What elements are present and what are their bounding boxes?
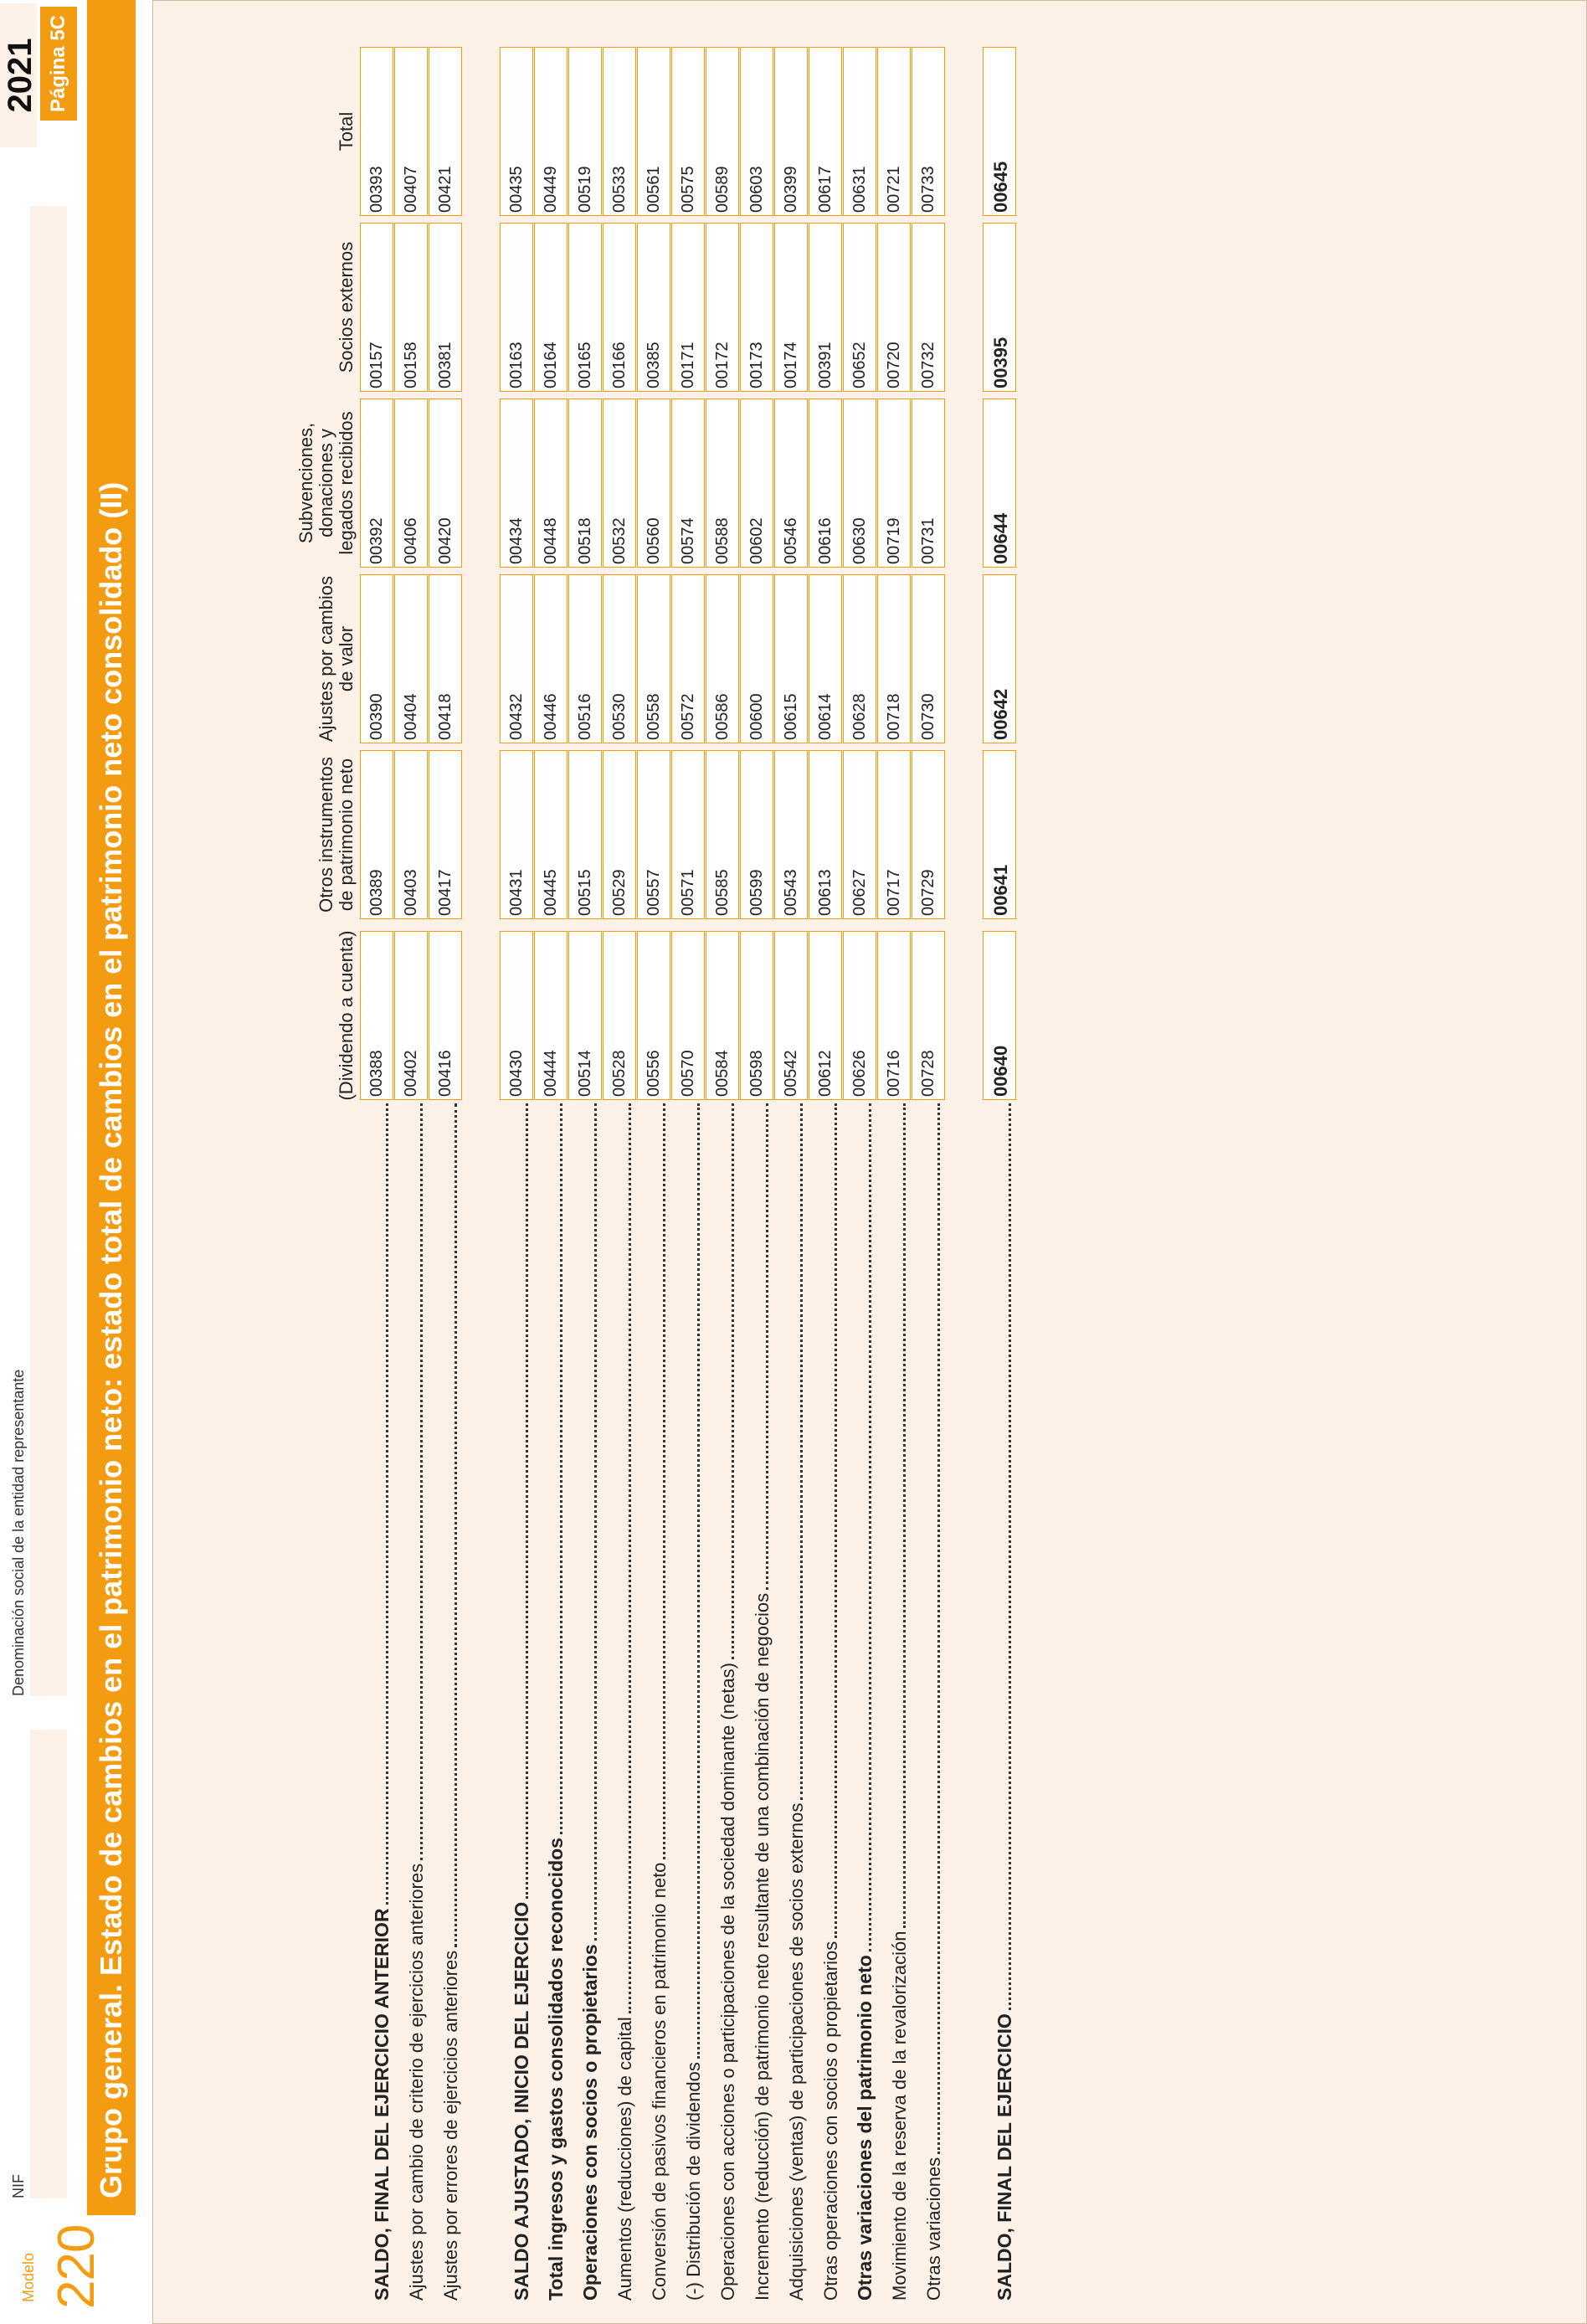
cell-code: 00640 xyxy=(990,1045,1011,1097)
cell-code: 00391 xyxy=(816,342,835,388)
value-cell[interactable] xyxy=(360,931,393,1100)
value-cell[interactable] xyxy=(877,750,911,919)
cell-code: 00157 xyxy=(367,342,386,388)
cell-code: 00388 xyxy=(367,1050,386,1097)
cell-code: 00532 xyxy=(610,517,629,564)
row-label-text: Aumentos (reducciones) de capital xyxy=(614,2017,635,2301)
cell-code: 00390 xyxy=(367,693,386,740)
value-cell[interactable] xyxy=(603,750,636,919)
cell-code: 00733 xyxy=(919,166,937,213)
cell-code: 00173 xyxy=(747,342,766,388)
cell-code: 00445 xyxy=(542,869,560,916)
value-cell[interactable] xyxy=(740,750,773,919)
row-label-text: Otras operaciones con socios o propietarios xyxy=(820,1941,841,2301)
cell-code: 00434 xyxy=(507,517,526,564)
cell-code: 00174 xyxy=(782,342,800,388)
value-cell[interactable] xyxy=(671,750,705,919)
row-label xyxy=(877,1103,911,2301)
cell-code: 00728 xyxy=(919,1050,937,1097)
row-label-text: SALDO AJUSTADO, INICIO DEL EJERCICIO xyxy=(511,1901,532,2301)
leader-dots xyxy=(937,1103,940,2154)
value-cell[interactable] xyxy=(877,574,911,743)
row-label xyxy=(912,1103,945,2301)
cell-code: 00729 xyxy=(919,869,937,916)
cell-code: 00585 xyxy=(713,869,732,916)
cell-code: 00518 xyxy=(576,517,594,564)
value-cell[interactable] xyxy=(983,223,1016,392)
value-cell[interactable] xyxy=(637,750,670,919)
value-cell[interactable] xyxy=(637,223,670,392)
value-cell[interactable] xyxy=(360,47,393,216)
value-cell[interactable] xyxy=(500,47,533,216)
value-cell[interactable] xyxy=(603,223,636,392)
value-cell[interactable] xyxy=(983,398,1016,568)
row-label xyxy=(568,1103,602,2301)
value-cell[interactable] xyxy=(983,574,1016,743)
value-cell[interactable] xyxy=(534,47,568,216)
year-label: 2021 xyxy=(2,38,39,113)
leader-dots xyxy=(732,1103,734,1659)
value-cell[interactable] xyxy=(843,398,876,568)
cell-code: 00395 xyxy=(990,337,1011,388)
value-cell[interactable] xyxy=(912,574,945,743)
value-cell[interactable] xyxy=(877,223,911,392)
value-cell[interactable] xyxy=(706,223,739,392)
value-cell[interactable] xyxy=(534,223,568,392)
value-cell[interactable] xyxy=(706,398,739,568)
value-cell[interactable] xyxy=(877,47,911,216)
value-cell[interactable] xyxy=(637,47,670,216)
cell-code: 00389 xyxy=(367,869,386,916)
cell-code: 00406 xyxy=(402,517,420,564)
cell-code: 00574 xyxy=(679,517,697,564)
cell-code: 00166 xyxy=(610,342,629,388)
cell-code: 00732 xyxy=(919,342,937,388)
cell-code: 00399 xyxy=(782,166,800,213)
value-cell[interactable] xyxy=(603,47,636,216)
cell-code: 00516 xyxy=(576,693,594,740)
cell-code: 00717 xyxy=(885,869,903,916)
cell-code: 00589 xyxy=(713,166,732,213)
value-cell[interactable] xyxy=(740,47,773,216)
column-header: Ajustes por cambios de valor xyxy=(316,575,357,743)
row-label xyxy=(534,1103,568,2301)
cell-code: 00602 xyxy=(747,517,766,564)
value-cell[interactable] xyxy=(740,398,773,568)
cell-code: 00570 xyxy=(679,1050,697,1097)
value-cell[interactable] xyxy=(534,574,568,743)
nif-label: NIF xyxy=(10,2174,27,2198)
value-cell[interactable] xyxy=(809,574,842,743)
value-cell[interactable] xyxy=(843,574,876,743)
leader-dots xyxy=(835,1103,837,1938)
value-cell[interactable] xyxy=(912,931,945,1100)
row-label xyxy=(809,1103,842,2301)
row-label-text: Operaciones con socios o propietarios xyxy=(579,1944,601,2301)
denominacion-label: Denominación social de la entidad representante xyxy=(10,1369,27,1696)
value-cell[interactable] xyxy=(568,750,602,919)
cell-code: 00721 xyxy=(885,166,903,213)
row-label xyxy=(740,1103,773,2301)
value-cell[interactable] xyxy=(603,574,636,743)
leader-dots xyxy=(420,1103,423,1860)
cell-code: 00385 xyxy=(645,342,663,388)
row-label-text: Otras variaciones xyxy=(923,2157,944,2301)
row-label xyxy=(671,1103,705,2301)
value-cell[interactable] xyxy=(534,931,568,1100)
cell-code: 00561 xyxy=(645,166,663,213)
cell-code: 00599 xyxy=(747,869,766,916)
column-header: Subvenciones, donaciones y legados recibidos xyxy=(295,411,357,555)
cell-code: 00586 xyxy=(713,693,732,740)
denominacion-input[interactable] xyxy=(30,206,67,1696)
value-cell[interactable] xyxy=(394,47,428,216)
leader-dots xyxy=(1009,1103,1011,2010)
value-cell[interactable] xyxy=(877,931,911,1100)
cell-code: 00164 xyxy=(542,342,560,388)
cell-code: 00407 xyxy=(402,166,420,213)
value-cell[interactable] xyxy=(983,931,1016,1100)
value-cell[interactable] xyxy=(394,398,428,568)
value-cell[interactable] xyxy=(774,47,808,216)
value-cell[interactable] xyxy=(429,750,462,919)
row-label-text: Otras variaciones del patrimonio neto xyxy=(854,1955,876,2301)
row-label-text: SALDO, FINAL DEL EJERCICIO ANTERIOR xyxy=(371,1908,393,2301)
value-cell[interactable] xyxy=(671,223,705,392)
cell-code: 00381 xyxy=(436,342,455,388)
nif-input[interactable] xyxy=(30,1730,67,2198)
value-cell[interactable] xyxy=(429,223,462,392)
row-label xyxy=(429,1103,462,2301)
value-cell[interactable] xyxy=(500,931,533,1100)
leader-dots xyxy=(386,1103,388,1905)
cell-code: 00528 xyxy=(610,1050,629,1097)
leader-dots xyxy=(526,1103,528,1899)
value-cell[interactable] xyxy=(843,47,876,216)
value-cell[interactable] xyxy=(429,931,462,1100)
cell-code: 00163 xyxy=(507,342,526,388)
cell-code: 00529 xyxy=(610,869,629,916)
leader-dots xyxy=(629,1103,631,2013)
row-label-text: Operaciones con acciones o participaciones de la sociedad dominante (netas) xyxy=(717,1663,738,2301)
value-cell[interactable] xyxy=(912,750,945,919)
value-cell[interactable] xyxy=(740,931,773,1100)
cell-code: 00644 xyxy=(990,512,1011,564)
value-cell[interactable] xyxy=(809,931,842,1100)
cell-code: 00435 xyxy=(507,166,526,213)
cell-code: 00560 xyxy=(645,517,663,564)
modelo-label: Modelo xyxy=(20,2252,37,2302)
cell-code: 00730 xyxy=(919,693,937,740)
value-cell[interactable] xyxy=(568,398,602,568)
value-cell[interactable] xyxy=(809,398,842,568)
cell-code: 00556 xyxy=(645,1050,663,1097)
value-cell[interactable] xyxy=(877,398,911,568)
cell-code: 00158 xyxy=(402,342,420,388)
value-cell[interactable] xyxy=(637,398,670,568)
row-label-text: SALDO, FINAL DEL EJERCICIO xyxy=(994,2013,1015,2301)
row-label xyxy=(360,1103,393,2301)
value-cell[interactable] xyxy=(706,750,739,919)
cell-code: 00546 xyxy=(782,517,800,564)
value-cell[interactable] xyxy=(500,398,533,568)
value-cell[interactable] xyxy=(843,750,876,919)
value-cell[interactable] xyxy=(983,750,1016,919)
value-cell[interactable] xyxy=(637,931,670,1100)
cell-code: 00392 xyxy=(367,517,386,564)
value-cell[interactable] xyxy=(983,47,1016,216)
value-cell[interactable] xyxy=(394,931,428,1100)
cell-code: 00716 xyxy=(885,1050,903,1097)
cell-code: 00514 xyxy=(576,1050,594,1097)
cell-code: 00404 xyxy=(402,693,420,740)
row-label xyxy=(637,1103,670,2301)
cell-code: 00600 xyxy=(747,693,766,740)
row-label-text: Adquisiciones (ventas) de participaciones de socios externos xyxy=(786,1802,807,2301)
cell-code: 00731 xyxy=(919,517,937,564)
value-cell[interactable] xyxy=(534,750,568,919)
value-cell[interactable] xyxy=(500,750,533,919)
value-cell[interactable] xyxy=(774,931,808,1100)
column-header: Total xyxy=(336,111,357,152)
value-cell[interactable] xyxy=(394,223,428,392)
row-label-text: Movimiento de la reserva de la revalorización xyxy=(889,1931,910,2301)
value-cell[interactable] xyxy=(429,398,462,568)
cell-code: 00616 xyxy=(816,517,835,564)
row-label-text: (-) Distribución de dividendos xyxy=(683,2062,704,2301)
cell-code: 00645 xyxy=(990,161,1011,213)
cell-code: 00652 xyxy=(850,342,869,388)
value-cell[interactable] xyxy=(360,574,393,743)
cell-code: 00530 xyxy=(610,693,629,740)
cell-code: 00418 xyxy=(436,693,455,740)
cell-code: 00165 xyxy=(576,342,594,388)
cell-code: 00430 xyxy=(507,1050,526,1097)
row-label xyxy=(603,1103,636,2301)
value-cell[interactable] xyxy=(671,931,705,1100)
value-cell[interactable] xyxy=(568,47,602,216)
cell-code: 00575 xyxy=(679,166,697,213)
cell-code: 00627 xyxy=(850,869,869,916)
cell-code: 00446 xyxy=(542,693,560,740)
cell-code: 00432 xyxy=(507,693,526,740)
column-header: Socios externos xyxy=(336,241,357,373)
value-cell[interactable] xyxy=(740,574,773,743)
value-cell[interactable] xyxy=(360,398,393,568)
cell-code: 00444 xyxy=(542,1050,560,1097)
cell-code: 00421 xyxy=(436,166,455,213)
value-cell[interactable] xyxy=(912,47,945,216)
column-header: Otros instrumentos de patrimonio neto xyxy=(316,757,357,913)
row-label-text: Conversión de pasivos financieros en patrimonio neto xyxy=(649,1862,670,2301)
cell-code: 00417 xyxy=(436,869,455,916)
value-cell[interactable] xyxy=(360,750,393,919)
row-label-text: Ajustes por errores de ejercicios anteriores xyxy=(440,1950,461,2301)
value-cell[interactable] xyxy=(429,47,462,216)
cell-code: 00420 xyxy=(436,517,455,564)
modelo-number: 220 xyxy=(48,2224,105,2309)
value-cell[interactable] xyxy=(912,223,945,392)
cell-code: 00719 xyxy=(885,517,903,564)
leader-dots xyxy=(800,1103,803,1800)
cell-code: 00613 xyxy=(816,869,835,916)
value-cell[interactable] xyxy=(568,223,602,392)
cell-code: 00571 xyxy=(679,869,697,916)
cell-code: 00558 xyxy=(645,693,663,740)
row-label xyxy=(706,1103,739,2301)
cell-code: 00614 xyxy=(816,693,835,740)
value-cell[interactable] xyxy=(534,398,568,568)
value-cell[interactable] xyxy=(568,574,602,743)
column-header: (Dividendo a cuenta) xyxy=(336,930,357,1101)
leader-dots xyxy=(594,1103,597,1941)
value-cell[interactable] xyxy=(429,574,462,743)
value-cell[interactable] xyxy=(706,931,739,1100)
value-cell[interactable] xyxy=(500,223,533,392)
cell-code: 00515 xyxy=(576,869,594,916)
page-badge: Página 5C xyxy=(40,7,77,121)
value-cell[interactable] xyxy=(706,47,739,216)
value-cell[interactable] xyxy=(843,931,876,1100)
value-cell[interactable] xyxy=(671,398,705,568)
cell-code: 00720 xyxy=(885,342,903,388)
cell-code: 00641 xyxy=(990,864,1011,916)
row-label xyxy=(500,1103,533,2301)
cell-code: 00584 xyxy=(713,1050,732,1097)
value-cell[interactable] xyxy=(809,223,842,392)
cell-code: 00612 xyxy=(816,1050,835,1097)
cell-code: 00598 xyxy=(747,1050,766,1097)
cell-code: 00533 xyxy=(610,166,629,213)
row-label xyxy=(394,1103,428,2301)
value-cell[interactable] xyxy=(809,47,842,216)
cell-code: 00617 xyxy=(816,166,835,213)
leader-dots xyxy=(560,1103,562,1834)
value-cell[interactable] xyxy=(500,574,533,743)
cell-code: 00718 xyxy=(885,693,903,740)
cell-code: 00572 xyxy=(679,693,697,740)
cell-code: 00588 xyxy=(713,517,732,564)
row-label xyxy=(774,1103,808,2301)
cell-code: 00172 xyxy=(713,342,732,388)
value-cell[interactable] xyxy=(809,750,842,919)
value-cell[interactable] xyxy=(740,223,773,392)
value-cell[interactable] xyxy=(394,574,428,743)
cell-code: 00431 xyxy=(507,869,526,916)
row-label-text: Total ingresos y gastos consolidados reconocidos xyxy=(545,1838,567,2301)
cell-code: 00542 xyxy=(782,1050,800,1097)
cell-code: 00626 xyxy=(850,1050,869,1097)
value-cell[interactable] xyxy=(637,574,670,743)
leader-dots xyxy=(455,1103,457,1947)
value-cell[interactable] xyxy=(671,47,705,216)
value-cell[interactable] xyxy=(774,398,808,568)
value-cell[interactable] xyxy=(774,223,808,392)
value-cell[interactable] xyxy=(603,398,636,568)
cell-code: 00519 xyxy=(576,166,594,213)
cell-code: 00615 xyxy=(782,693,800,740)
leader-dots xyxy=(903,1103,906,1928)
cell-code: 00171 xyxy=(679,342,697,388)
value-cell[interactable] xyxy=(568,931,602,1100)
cell-code: 00393 xyxy=(367,166,386,213)
leader-dots xyxy=(697,1103,700,2059)
row-label-text: Incremento (reducción) de patrimonio neto resultante de una combinación de negocios xyxy=(752,1592,773,2301)
value-cell[interactable] xyxy=(603,931,636,1100)
value-cell[interactable] xyxy=(774,574,808,743)
cell-code: 00642 xyxy=(990,688,1011,740)
leader-dots xyxy=(869,1103,871,1951)
row-label xyxy=(983,1103,1016,2301)
value-cell[interactable] xyxy=(706,574,739,743)
page-title: Grupo general. Estado de cambios en el patrimonio neto: estado total de cambios en el patrimonio neto consolidado (II) xyxy=(94,481,128,2198)
leader-dots xyxy=(663,1103,665,1859)
cell-code: 00543 xyxy=(782,869,800,916)
value-cell[interactable] xyxy=(774,750,808,919)
cell-code: 00630 xyxy=(850,517,869,564)
cell-code: 00603 xyxy=(747,166,766,213)
value-cell[interactable] xyxy=(912,398,945,568)
cell-code: 00557 xyxy=(645,869,663,916)
cell-code: 00416 xyxy=(436,1050,455,1097)
cell-code: 00631 xyxy=(850,166,869,213)
cell-code: 00628 xyxy=(850,693,869,740)
value-cell[interactable] xyxy=(394,750,428,919)
value-cell[interactable] xyxy=(671,574,705,743)
value-cell[interactable] xyxy=(843,223,876,392)
value-cell[interactable] xyxy=(360,223,393,392)
row-label-text: Ajustes por cambio de criterio de ejercicios anteriores xyxy=(406,1863,427,2301)
cell-code: 00449 xyxy=(542,166,560,213)
row-label xyxy=(843,1103,876,2301)
cell-code: 00448 xyxy=(542,517,560,564)
cell-code: 00403 xyxy=(402,869,420,916)
cell-code: 00402 xyxy=(402,1050,420,1097)
leader-dots xyxy=(766,1103,768,1590)
